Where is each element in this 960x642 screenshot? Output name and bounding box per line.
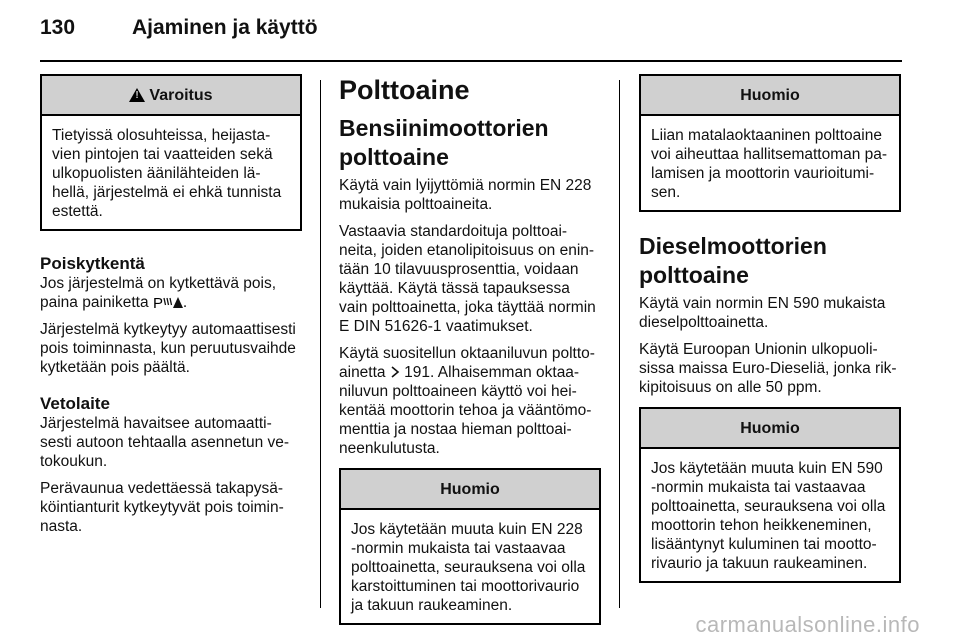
main-heading: Polttoaine	[339, 75, 470, 105]
warning-box-header	[42, 76, 300, 116]
paragraph: Perävaunua vedettäessä takapysä- köintianturit kytkeytyvät pois toimin- nasta.	[40, 480, 284, 535]
note-box-header	[641, 409, 899, 449]
paragraph-text: .	[182, 294, 188, 311]
column-divider	[320, 80, 321, 608]
column-3	[639, 74, 901, 597]
warning-triangle-icon	[129, 88, 145, 102]
note-box	[339, 468, 601, 625]
note-box-text: Jos käytetään muuta kuin EN 228 -normin mukaista tai vastaavaa polttoainetta, seurauksena voi olla karstoittuminen tai moottorivaurio ja takuun raukeaminen.	[351, 521, 586, 614]
paragraph: Järjestelmä kytkeytyy automaattisesti pois toiminnasta, kun peruutusvaihde kytketään pois päältä.	[40, 321, 296, 376]
warning-box-title: Varoitus	[149, 86, 213, 104]
paragraph	[339, 344, 601, 458]
paragraph	[40, 274, 302, 312]
section-heading-vetolaite: Vetolaite	[40, 394, 110, 413]
note-box-text: Jos käytetään muuta kuin EN 590 -normin mukaista tai vastaavaa polttoainetta, seurauksena voi olla moottorin tehon heikkeneminen, lisääntynyt kuluminen tai mootto- rivaurio ja takuun raukeaminen.	[651, 460, 886, 572]
note-box-title: Huomio	[440, 480, 500, 498]
note-box-title: Huomio	[740, 419, 800, 437]
section-heading-poiskytkenta: Poiskytkentä	[40, 254, 145, 273]
parking-sensor-button-icon	[153, 295, 183, 309]
watermark: carmanualsonline.info	[695, 612, 920, 637]
note-box	[639, 407, 901, 583]
page-number: 130	[40, 16, 76, 39]
note-box-header	[341, 470, 599, 510]
warning-box	[40, 74, 302, 231]
note-box-header	[641, 76, 899, 116]
paragraph-text: Jos järjestelmä on kytkettävä pois, paina painiketta	[40, 275, 277, 311]
note-box-title: Huomio	[740, 86, 800, 104]
page-reference-arrow-icon	[390, 366, 400, 378]
page-reference[interactable]: 191	[404, 364, 431, 381]
note-box-text: Liian matalaoktaaninen polttoaine voi aiheuttaa hallitsemattoman pa- lamisen ja moottorin vaurioitumi- sen.	[651, 127, 888, 201]
paragraph-text: Käytä suositellun oktaaniluvun poltto- ainetta	[339, 345, 595, 381]
column-2	[339, 74, 601, 639]
svg-text:P: P	[152, 295, 163, 309]
paragraph: Käytä Euroopan Unionin ulkopuoli- sissa maissa Euro-Dieseliä, jonka rik- kipitoisuus on alle 50 ppm.	[639, 341, 897, 396]
chapter-title: Ajaminen ja käyttö	[132, 16, 318, 39]
sub-heading-bensiini: Bensiinimoottorien polttoaine	[339, 115, 549, 170]
paragraph: Käytä vain normin EN 590 mukaista dieselpolttoainetta.	[639, 295, 886, 331]
paragraph: Käytä vain lyijyttömiä normin EN 228 mukaisia polttoaineita.	[339, 177, 592, 213]
paragraph: Vastaavia standardoituja polttoai- neita, joiden etanolipitoisuus on enin- tään 10 tilavuusprosenttia, voidaan käyttää. Käytä tässä tapauksessa vain polttoainetta, joka täyttää normin E DIN 51626-1 vaatimukset.	[339, 223, 596, 335]
column-divider	[619, 80, 620, 608]
paragraph-text: . Alhaisemman oktaa- niluvun polttoaineen käyttö voi hei- kentää moottorin tehoa ja vääntömo- menttia ja nostaa hieman polttoai- neenkulutusta.	[339, 364, 592, 457]
header-rule	[40, 60, 902, 62]
paragraph: Järjestelmä havaitsee automaatti- sesti autoon tehtaalla asennetun ve- tokoukun.	[40, 415, 290, 470]
note-box	[639, 74, 901, 212]
sub-heading-diesel: Dieselmoottorien polttoaine	[639, 233, 827, 288]
column-1	[40, 74, 302, 544]
warning-box-text: Tietyissä olosuhteissa, heijasta- vien pintojen tai vaatteiden sekä ulkopuolisten äänilähteiden lä- hellä, järjestelmä ei ehkä tunnista estettä.	[52, 127, 282, 220]
